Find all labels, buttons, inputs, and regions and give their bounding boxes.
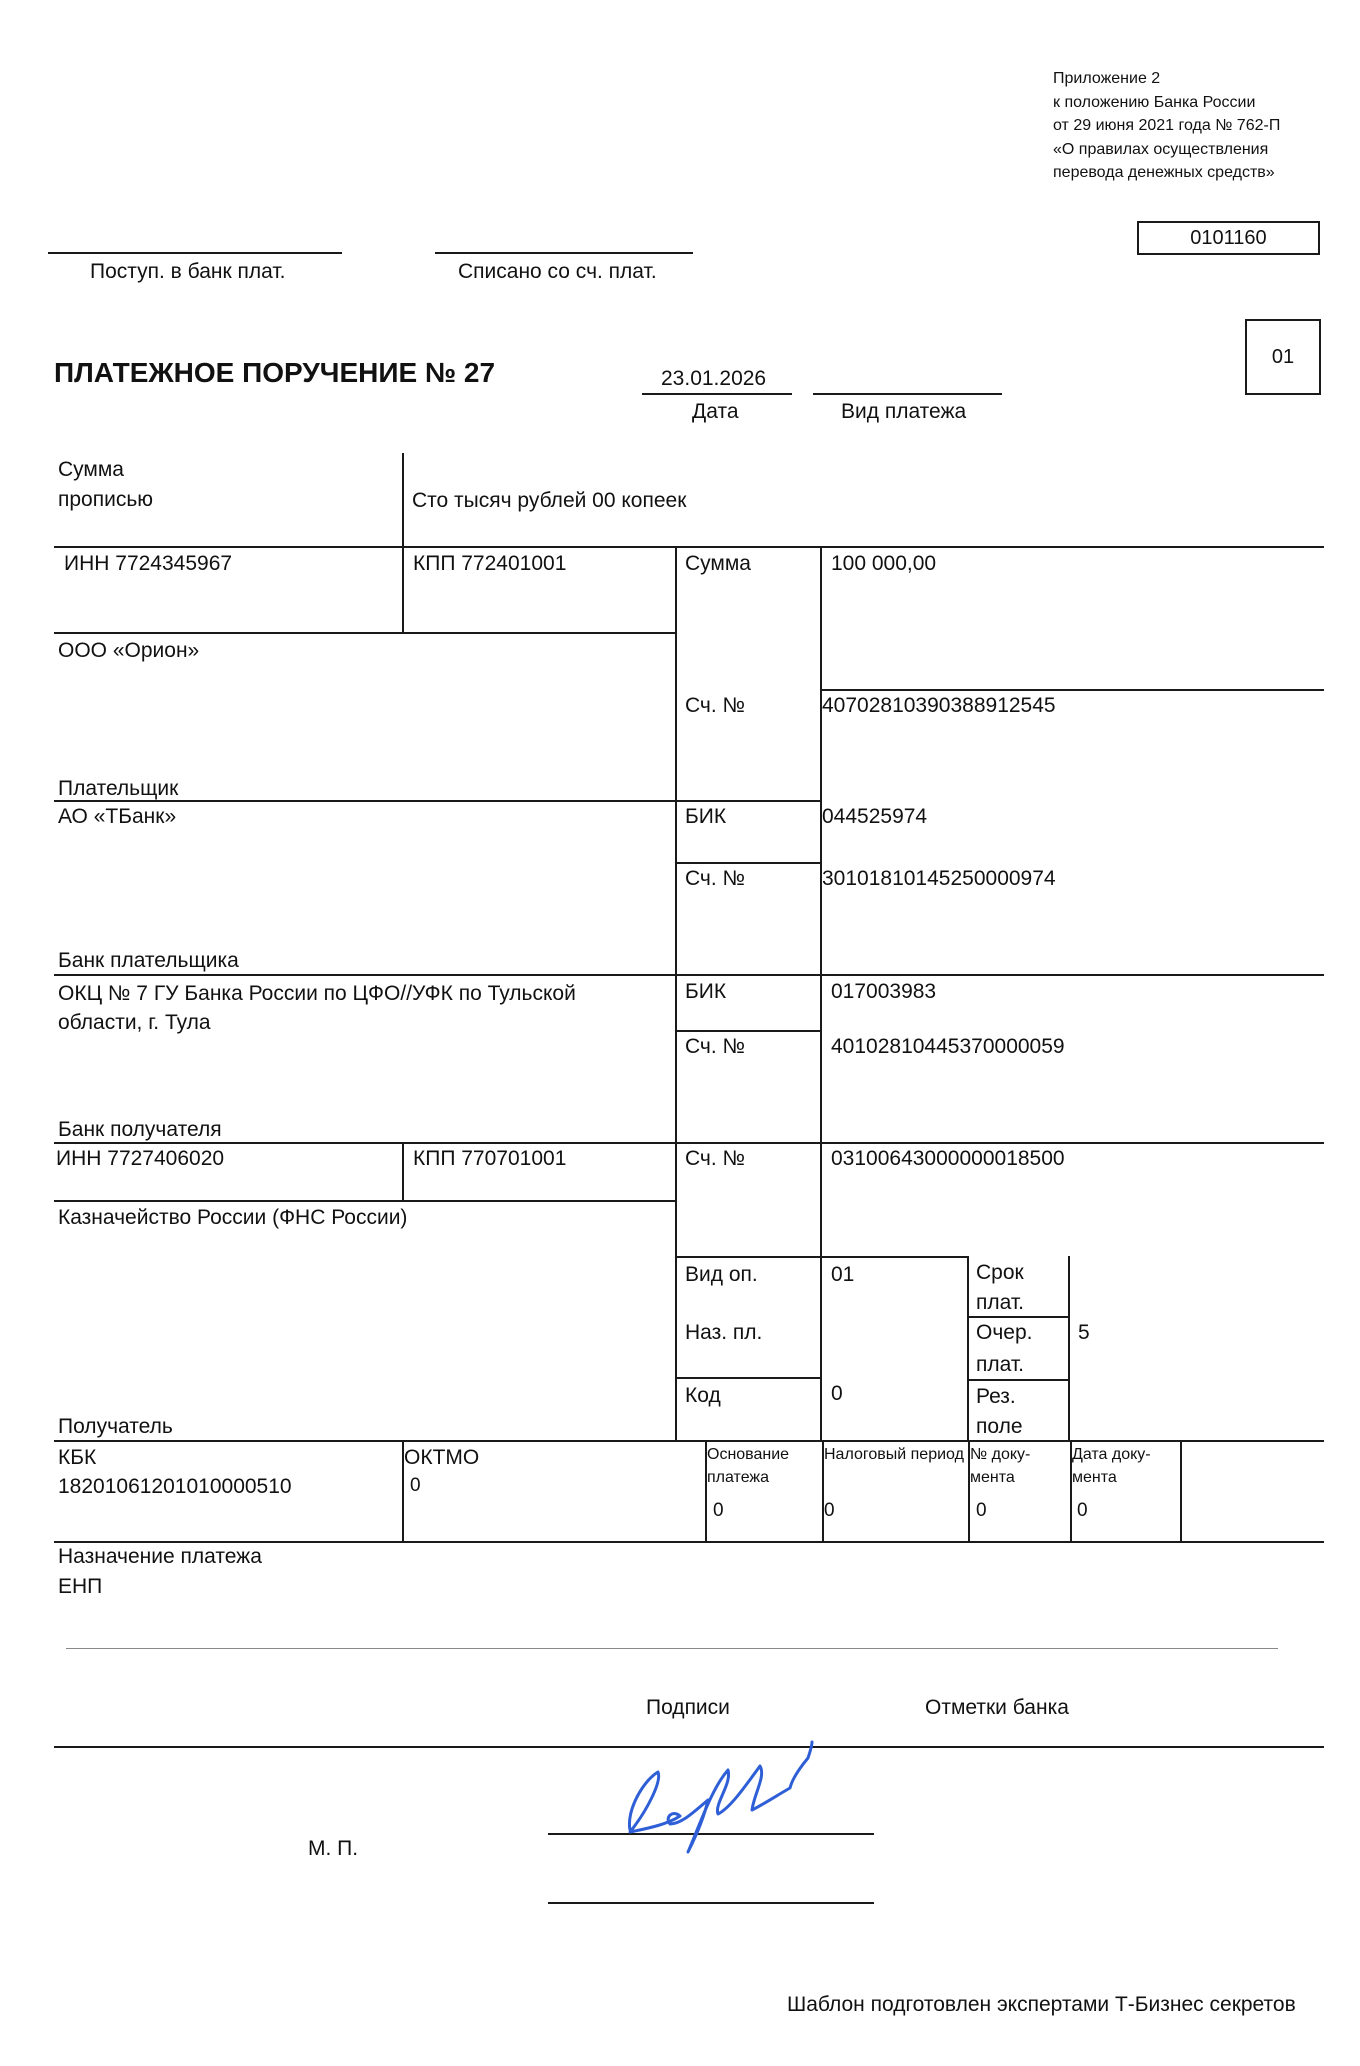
divider (54, 974, 1324, 976)
divider (54, 546, 1324, 548)
payee-bank-bik-label: БИК (685, 980, 727, 1003)
received-label: Поступ. в банк плат. (90, 260, 286, 283)
appendix-line: перевода денежных средств» (1053, 164, 1275, 181)
divider (675, 862, 820, 864)
date-line (642, 393, 792, 395)
term-label: Срок (976, 1261, 1024, 1284)
signature-line (548, 1902, 874, 1904)
oktmo-label: ОКТМО (404, 1446, 480, 1469)
queue-value: 5 (1078, 1321, 1090, 1344)
payer-bank-bik-value: 044525974 (822, 805, 928, 828)
purpose-label: Назначение платежа (58, 1545, 262, 1568)
term-label: плат. (976, 1291, 1024, 1314)
queue-label: Очер. (976, 1321, 1033, 1344)
divider (967, 1256, 969, 1440)
status-box (1245, 319, 1321, 395)
divider (54, 1200, 675, 1202)
payee-account-label: Сч. № (685, 1147, 746, 1170)
divider (967, 1316, 1068, 1318)
period-value: 0 (824, 1500, 835, 1521)
docnum-value: 0 (976, 1500, 987, 1521)
oktmo-value: 0 (410, 1475, 421, 1496)
divider (1068, 1256, 1070, 1440)
date-label: Дата (692, 400, 739, 423)
payment-kind-line (813, 393, 1002, 395)
kbk-value: 18201061201010000510 (58, 1475, 292, 1498)
signatures-label: Подписи (646, 1696, 730, 1719)
payer-bank-label: Банк плательщика (58, 949, 239, 972)
payer-sum-value: 100 000,00 (831, 552, 937, 575)
basis-label: Основание платежа (707, 1446, 790, 1486)
divider (675, 546, 677, 1440)
payer-bank-account-value: 30101810145250000974 (822, 867, 1056, 890)
status-code: 01 (1271, 345, 1295, 368)
amount-words-label: прописью (58, 488, 154, 511)
purpose-value: ЕНП (58, 1575, 103, 1598)
divider (54, 1142, 1324, 1144)
payment-kind-label: Вид платежа (841, 400, 967, 423)
reserve-label: Рез. (976, 1385, 1016, 1408)
payee-bank-label: Банк получателя (58, 1118, 222, 1141)
queue-label: плат. (976, 1353, 1024, 1376)
debited-label: Списано со сч. плат. (458, 260, 657, 283)
divider (967, 1379, 1068, 1381)
code-label: Код (685, 1384, 721, 1407)
payer-account-value: 40702810390388912545 (822, 694, 1056, 717)
payee-account-value: 03100643000000018500 (831, 1147, 1065, 1170)
payee-label: Получатель (58, 1415, 173, 1438)
payee-bank-bik-value: 017003983 (831, 980, 937, 1003)
payee-bank-account-value: 40102810445370000059 (831, 1035, 1065, 1058)
divider (675, 1256, 967, 1258)
payee-name: Казначейство России (ФНС России) (58, 1206, 408, 1229)
docdate-value: 0 (1077, 1500, 1088, 1521)
payer-bank-name: АО «ТБанк» (58, 805, 177, 828)
divider (54, 800, 820, 802)
form-code-box (1137, 221, 1320, 255)
basis-value: 0 (713, 1500, 724, 1521)
date-value: 23.01.2026 (661, 367, 767, 390)
payer-inn: ИНН 7724345967 (64, 552, 233, 575)
payer-bank-account-label: Сч. № (685, 867, 746, 890)
reserve-label: поле (976, 1415, 1023, 1438)
divider (402, 453, 404, 633)
payer-sum-label: Сумма (685, 552, 751, 575)
payee-bank-name: ОКЦ № 7 ГУ Банка России по ЦФО//УФК по Тульской области, г. Тула (58, 982, 576, 1034)
payer-account-label: Сч. № (685, 694, 746, 717)
divider (820, 689, 1324, 691)
divider (820, 546, 822, 1440)
divider (54, 632, 675, 634)
docnum-label: № доку-мента (970, 1446, 1031, 1486)
appendix-note (1053, 67, 1280, 185)
debited-line (435, 252, 693, 254)
divider (1180, 1440, 1182, 1542)
docdate-label: Дата доку-мента (1072, 1446, 1151, 1486)
purpose-code-label: Наз. пл. (685, 1321, 763, 1344)
op-type-value: 01 (831, 1263, 855, 1286)
payer-label: Плательщик (58, 777, 179, 800)
appendix-line: от 29 июня 2021 года № 762-П (1053, 117, 1281, 134)
stamp-label: М. П. (308, 1837, 359, 1860)
divider (675, 1030, 820, 1032)
payee-bank-account-label: Сч. № (685, 1035, 746, 1058)
page-title: ПЛАТЕЖНОЕ ПОРУЧЕНИЕ № 27 (54, 357, 496, 388)
appendix-line: к положению Банка России (1053, 93, 1256, 111)
appendix-line: «О правилах осуществления (1053, 140, 1269, 158)
divider (54, 1440, 1324, 1442)
divider (66, 1648, 1278, 1649)
appendix-line: Приложение 2 (1053, 70, 1161, 87)
signature-scribble (600, 1730, 830, 1865)
payee-kpp: КПП 770701001 (413, 1147, 567, 1170)
kbk-label: КБК (58, 1446, 97, 1469)
code-value: 0 (831, 1382, 843, 1405)
divider (402, 1142, 404, 1200)
payer-kpp: КПП 772401001 (413, 552, 567, 575)
form-code: 0101160 (1190, 226, 1267, 249)
payee-inn: ИНН 7727406020 (56, 1147, 225, 1170)
payer-bank-bik-label: БИК (685, 805, 727, 828)
period-label: Налоговый период (824, 1446, 964, 1463)
amount-words-label: Сумма (58, 458, 124, 481)
payer-name: ООО «Орион» (58, 639, 200, 662)
op-type-label: Вид оп. (685, 1263, 758, 1286)
amount-words-value: Сто тысяч рублей 00 копеек (412, 489, 687, 512)
divider (54, 1541, 1324, 1543)
received-line (48, 252, 342, 254)
template-note: Шаблон подготовлен экспертами Т-Бизнес секретов (787, 1993, 1296, 2016)
bank-marks-label: Отметки банка (925, 1696, 1069, 1719)
divider (675, 1377, 820, 1379)
